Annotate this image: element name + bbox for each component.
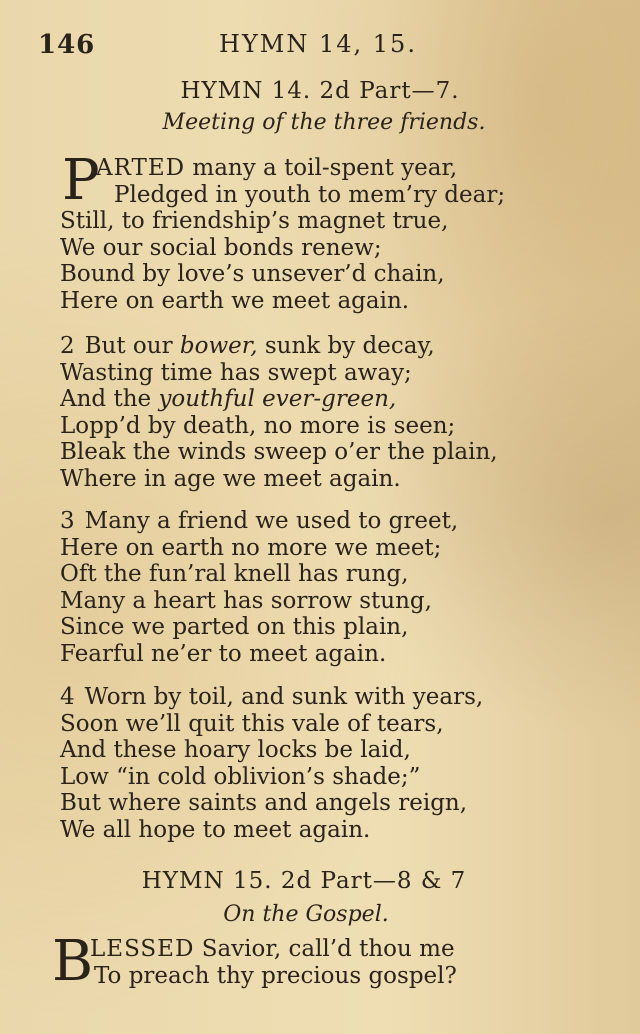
verse-line: Low “in cold oblivion’s shade;”	[60, 763, 421, 790]
verse-line: Lopp’d by death, no more is seen;	[60, 412, 456, 439]
verse-line: We all hope to meet again.	[60, 816, 371, 843]
hymn-14-stanza-4	[60, 684, 620, 844]
verse-line: 2 But our bower, sunk by decay,	[60, 333, 435, 359]
verse-line: Many a heart has sorrow stung,	[60, 587, 432, 614]
stanza-number: 4	[60, 684, 75, 710]
drop-cap: B	[52, 929, 94, 994]
verse-line: Here on earth no more we meet;	[60, 534, 442, 561]
verse-line: ARTED many a toil-spent year,	[96, 155, 458, 181]
verse-line: Fearful ne’er to meet again.	[60, 640, 387, 667]
verse-line: 3 Many a friend we used to greet,	[60, 508, 459, 534]
verse-line: 4 Worn by toil, and sunk with years,	[60, 684, 484, 710]
drop-cap: P	[62, 148, 100, 213]
verse-line: And these hoary locks be laid,	[60, 737, 411, 764]
hymn-15-subtitle: On the Gospel.	[223, 902, 389, 927]
verse-line: Oft the fun’ral knell has rung,	[60, 561, 409, 588]
verse-line: And the youthful ever-green,	[60, 386, 397, 413]
hymn-14-subtitle: Meeting of the three friends.	[162, 110, 486, 135]
page-header	[38, 30, 598, 70]
hymn-14-stanza-1	[60, 148, 620, 315]
stanza-number: 3	[60, 508, 75, 534]
page-number: 146	[38, 30, 96, 60]
verse-line: Where in age we meet again.	[60, 465, 401, 492]
verse-line: We our social bonds renew;	[60, 234, 382, 261]
verse-line: Soon we’ll quit this vale of tears,	[60, 710, 444, 737]
stanza-number: 2	[60, 333, 75, 359]
verse-line: Still, to friendship’s magnet true,	[60, 208, 449, 235]
hymn-14-stanza-2	[60, 333, 620, 493]
verse-line: Pledged in youth to mem’ry dear;	[114, 181, 506, 208]
verse-line: Wasting time has swept away;	[60, 359, 412, 386]
hymn-14-stanza-3	[60, 508, 620, 668]
hymn-15-stanza-1	[50, 929, 610, 994]
verse-line: Since we parted on this plain,	[60, 614, 409, 641]
verse-line: But where saints and angels reign,	[60, 790, 468, 817]
running-head: HYMN 14, 15.	[219, 30, 417, 58]
verse-line: LESSED Savior, call’d thou me	[90, 936, 455, 962]
hymn-15-title: HYMN 15. 2d Part—8 & 7	[141, 868, 467, 894]
verse-line: Bound by love’s unsever’d chain,	[60, 261, 445, 288]
hymn-14-title: HYMN 14. 2d Part—7.	[180, 78, 460, 104]
verse-line: Bleak the winds sweep o’er the plain,	[60, 439, 498, 466]
verse-line: Here on earth we meet again.	[60, 287, 410, 314]
verse-line: To preach thy precious gospel?	[94, 962, 457, 989]
